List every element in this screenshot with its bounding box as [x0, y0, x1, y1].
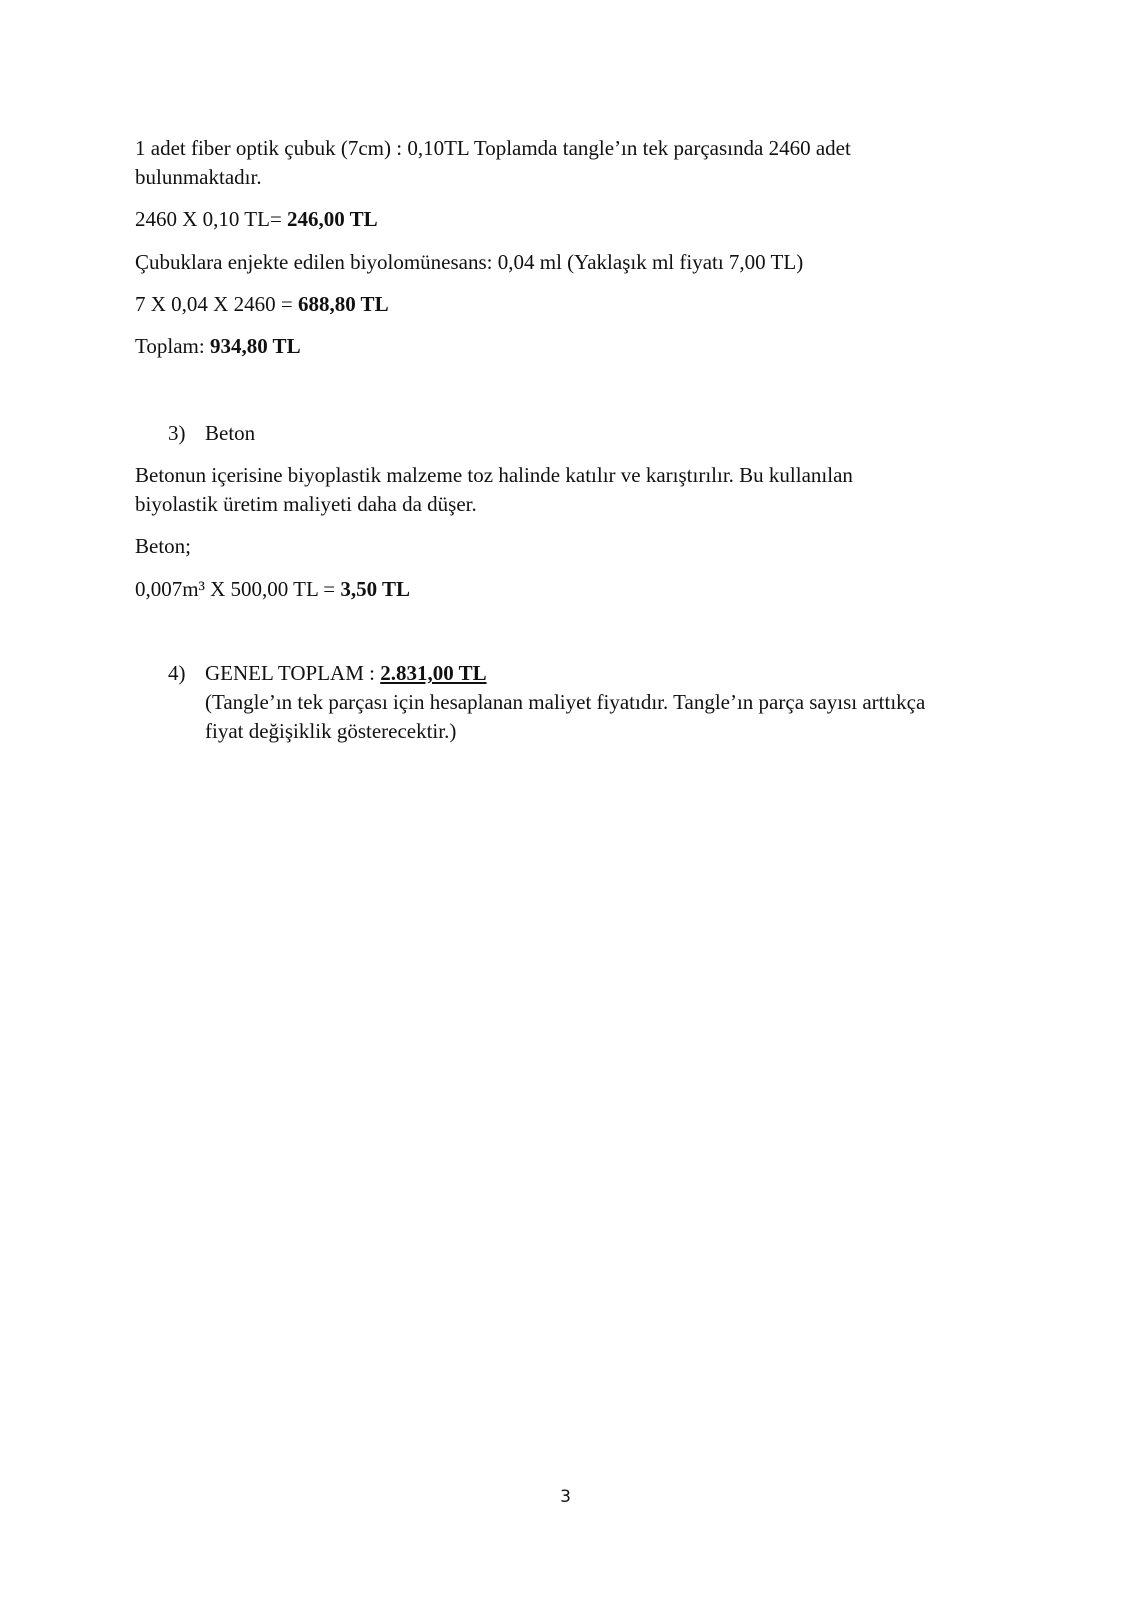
total-section-number: 4) [168, 661, 186, 685]
grand-total-value: 2.831,00 TL [380, 661, 487, 685]
fiber-calculation [135, 205, 378, 234]
beton-heading: Beton [205, 421, 256, 445]
fiber-total-label: Toplam: [135, 334, 210, 358]
beton-calc-expression: 0,007m³ X 500,00 TL = [135, 577, 341, 601]
beton-paragraph-line-2: biyolastik üretim maliyeti daha da düşer. [135, 492, 477, 516]
biolum-calc-result: 688,80 TL [297, 292, 389, 316]
grand-total-heading [205, 659, 487, 688]
beton-label: Beton; [135, 534, 191, 558]
beton-paragraph-line-1: Betonun içerisine biyoplastik malzeme toz halinde katılır ve karıştırılır. Bu kullanılan [135, 463, 853, 487]
beton-calc-result: 3,50 TL [340, 577, 411, 601]
grand-total-note-line-1: (Tangle’ın tek parçası için hesaplanan maliyet fiyatıdır. Tangle’ın parça sayısı arttıkça [205, 690, 926, 714]
fiber-total [135, 332, 301, 361]
fiber-calc-result: 246,00 TL [287, 207, 378, 231]
biolum-line: Çubuklara enjekte edilen biyolomünesans: 0,04 ml (Yaklaşık ml fiyatı 7,00 TL) [135, 250, 804, 274]
grand-total-label: GENEL TOPLAM : [205, 661, 381, 685]
fiber-line-1: 1 adet fiber optik çubuk (7cm) : 0,10TL Toplamda tangle’ın tek parçasında 2460 adet [135, 136, 851, 160]
page-number: 3 [560, 1487, 571, 1507]
fiber-line-2: bulunmaktadır. [135, 165, 262, 189]
fiber-calc-expression: 2460 X 0,10 TL= [135, 207, 288, 231]
biolum-calc-expression: 7 X 0,04 X 2460 = [135, 292, 298, 316]
biolum-calculation [135, 290, 389, 319]
beton-calculation [135, 575, 410, 604]
fiber-total-value: 934,80 TL [209, 334, 301, 358]
beton-section-number: 3) [168, 421, 186, 445]
grand-total-note-line-2: fiyat değişiklik gösterecektir.) [205, 719, 457, 743]
